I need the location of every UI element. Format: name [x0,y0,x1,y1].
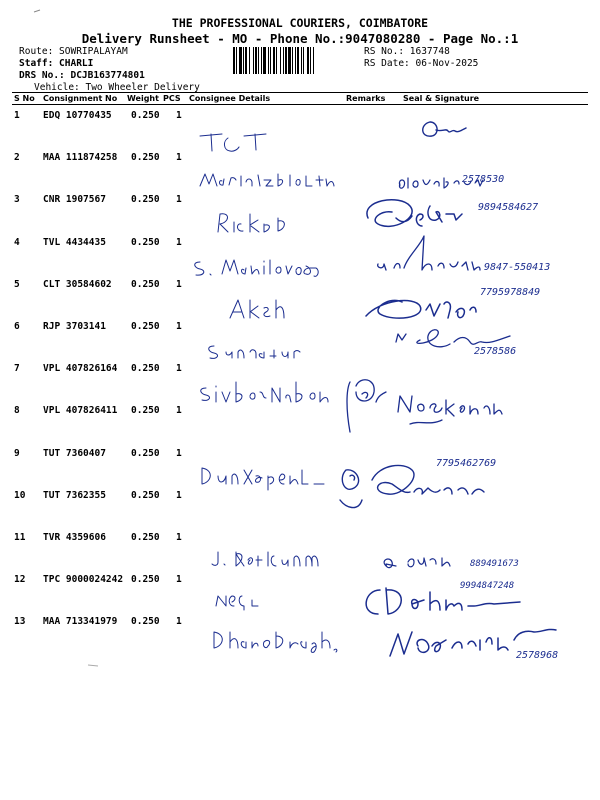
col-header-seal: Seal & Signature [403,94,480,103]
row-pcs: 1 [176,532,182,543]
phone-note-2: 9894584627 [478,202,539,213]
phone-note-9: 2578968 [516,650,559,661]
row-pcs: 1 [176,236,182,248]
phone-note-8: 9994847248 [460,581,515,591]
row-sno: 4 [14,236,20,248]
row-consignment-no: MAA 111874258 [43,152,118,164]
row-pcs: 1 [176,110,182,121]
row-pcs: 1 [176,278,182,290]
col-header-consignee: Consignee Details [189,94,271,103]
row-weight: 0.250 [131,236,160,248]
row-sno: 11 [14,532,26,543]
row-weight: 0.250 [131,616,160,628]
row-sno: 13 [14,616,26,628]
row-pcs: 1 [176,447,182,459]
row-pcs: 1 [176,363,182,375]
row-consignment-no: CLT 30584602 [43,278,112,290]
row-weight: 0.250 [131,321,160,332]
rs-date: RS Date: 06-Nov-2025 [364,58,479,69]
row-pcs: 1 [176,405,182,417]
row-weight: 0.250 [131,278,160,290]
row-consignment-no: TUT 7362355 [43,489,106,501]
row-pcs: 1 [176,321,182,332]
row-pcs: 1 [176,194,182,206]
row-consignment-no: EDQ 10770435 [43,110,112,121]
row-weight: 0.250 [131,447,160,459]
row-sno: 2 [14,152,20,164]
row-weight: 0.250 [131,152,160,164]
row-sno: 7 [14,363,20,375]
row-weight: 0.250 [131,194,160,206]
row-consignment-no: TUT 7360407 [43,447,106,459]
row-sno: 1 [14,110,20,121]
rs-number: RS No.: 1637748 [364,46,450,57]
row-pcs: 1 [176,152,182,164]
row-pcs: 1 [176,616,182,628]
row-consignment-no: MAA 713341979 [43,616,118,628]
row-consignment-no: VPL 407826411 [43,405,118,417]
row-consignment-no: TPC 9000024242 [43,574,124,586]
row-weight: 0.250 [131,489,160,501]
phone-note-3: 9847-550413 [484,262,551,273]
col-header-consignment: Consignment No [43,94,118,103]
row-sno: 3 [14,194,20,206]
row-weight: 0.250 [131,110,160,121]
row-consignment-no: RJP 3703141 [43,321,106,332]
row-consignment-no: CNR 1907567 [43,194,106,206]
runsheet-heading: Delivery Runsheet - MO - Phone No.:9047080280 - Page No.:1 [81,31,519,46]
row-sno: 6 [14,321,20,332]
phone-note-6: 7795462769 [436,458,497,469]
row-consignment-no: VPL 407826164 [43,363,118,375]
col-header-weight: Weight [127,94,159,103]
row-sno: 5 [14,278,20,290]
row-pcs: 1 [176,574,182,586]
col-header-remarks: Remarks [346,94,386,103]
col-header-sno: S No [14,94,35,103]
company-title: THE PROFESSIONAL COURIERS, COIMBATORE [171,16,429,30]
row-sno: 9 [14,447,20,459]
staff-label: Staff: CHARLI [19,58,94,69]
row-sno: 12 [14,574,26,586]
row-sno: 10 [14,489,26,501]
route-label: Route: SOWRIPALAYAM [19,46,128,57]
col-header-pcs: PCS [163,94,181,103]
row-weight: 0.250 [131,532,160,543]
drs-number: DRS No.: DCJB163774801 [19,70,145,81]
row-weight: 0.250 [131,574,160,586]
row-consignment-no: TVR 4359606 [43,532,106,543]
row-sno: 8 [14,405,20,417]
vehicle-label: Vehicle: Two Wheeler Delivery [34,82,200,93]
phone-note-1: 2578530 [462,174,505,185]
row-consignment-no: TVL 4434435 [43,236,106,248]
row-weight: 0.250 [131,363,160,375]
phone-note-7: 889491673 [470,559,519,569]
phone-note-4: 7795978849 [480,287,541,298]
row-weight: 0.250 [131,405,160,417]
phone-note-5: 2578586 [474,346,517,357]
row-pcs: 1 [176,489,182,501]
